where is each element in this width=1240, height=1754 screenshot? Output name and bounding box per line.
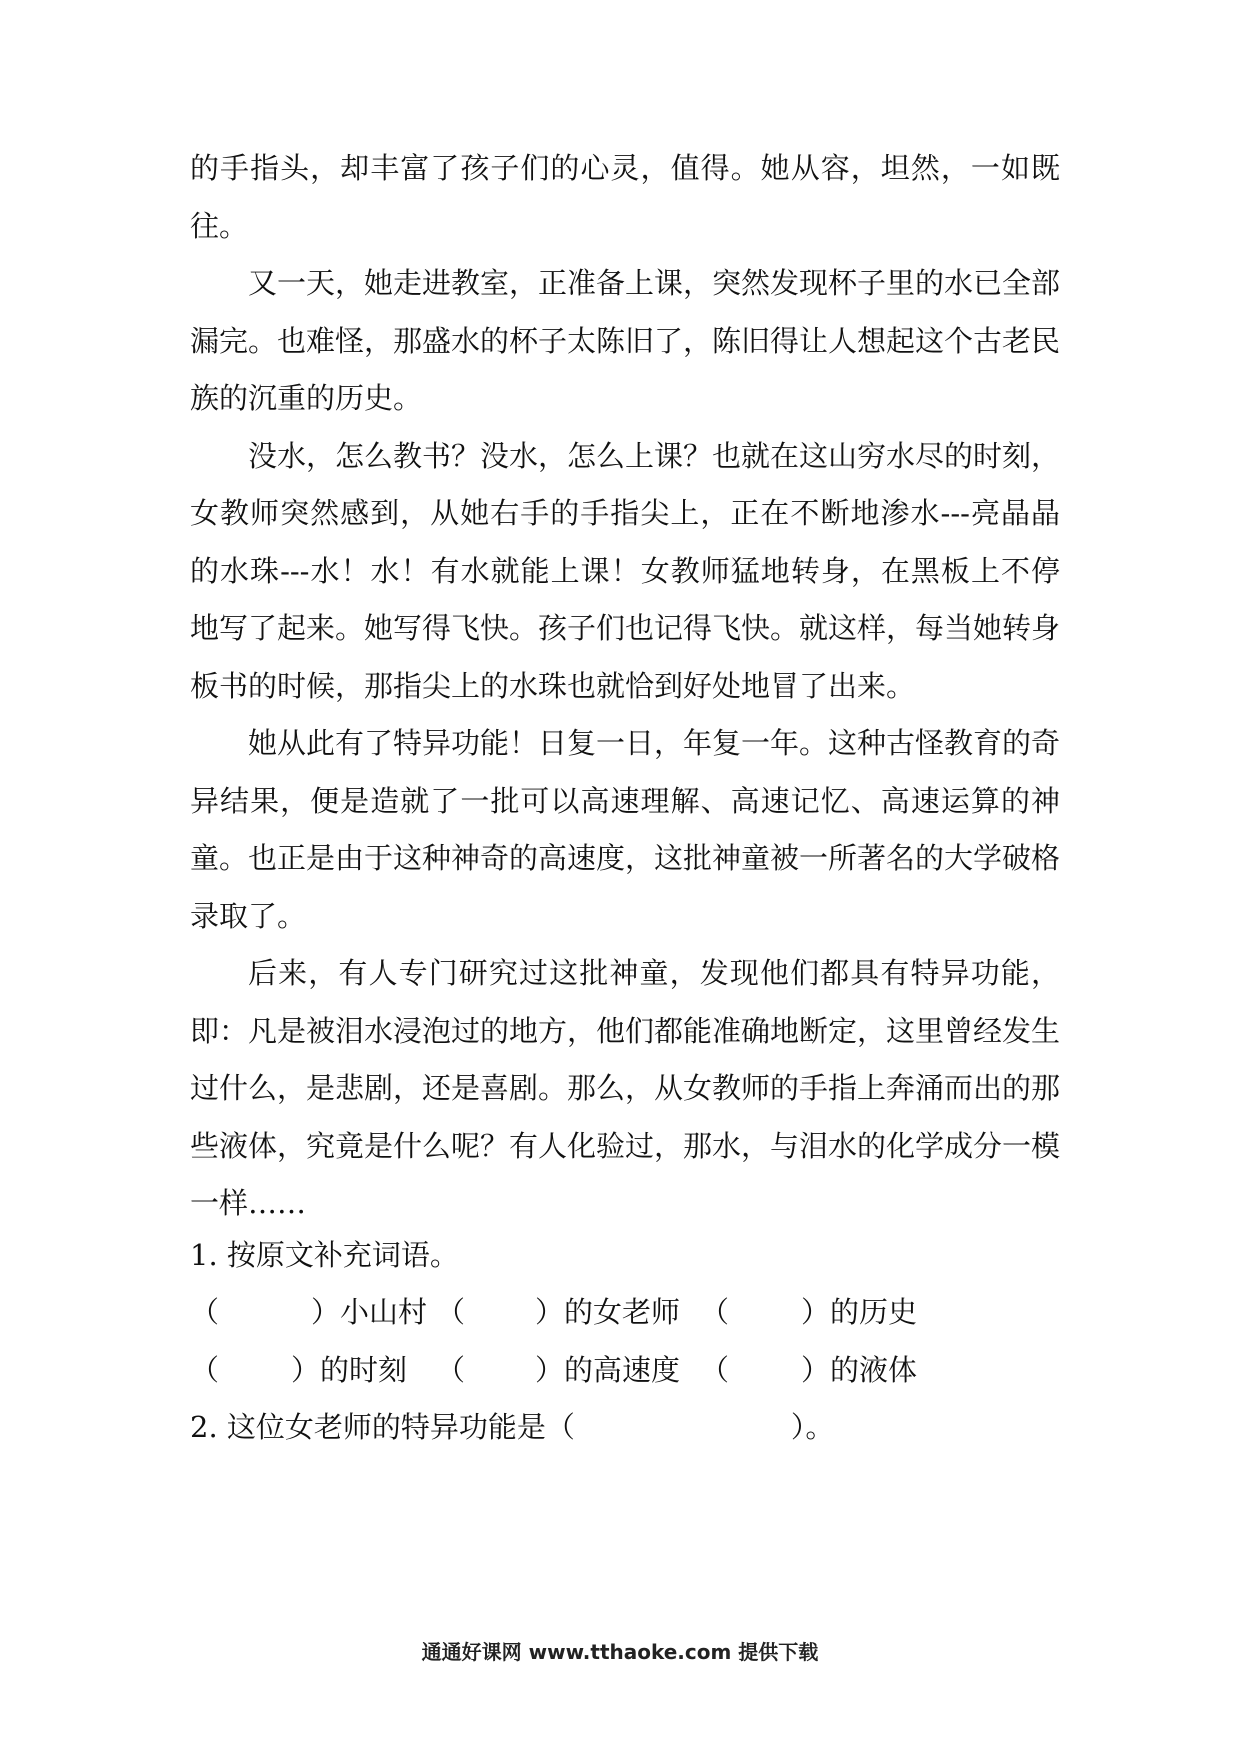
open-paren: （ <box>190 1353 220 1387</box>
close-paren: ） <box>311 1295 341 1329</box>
paragraph: 的手指头，却丰富了孩子们的心灵，值得。她从容，坦然，一如既往。 <box>190 151 1060 243</box>
fill-blank-word: 的历史 <box>830 1295 918 1329</box>
footer-watermark: 通通好课网 www.tthaoke.com 提供下载 <box>421 1640 819 1664</box>
fill-blank-item <box>700 1350 917 1390</box>
fill-blank-word: 小山村 <box>340 1295 428 1329</box>
open-paren: （ <box>436 1295 466 1329</box>
paragraph: 没水，怎么教书？没水，怎么上课？也就在这山穷水尽的时刻，女教师突然感到，从她右手的手指尖上，正在不断地渗水---亮晶晶的水珠---水！水！有水就能上课！女教师猛地转身，在黑板上不停地写了起来。她写得飞快。孩子们也记得飞快。就这样，每当她转身板书的时候，那指尖上的水珠也就恰到好处地冒了出来。 <box>190 438 1061 703</box>
fill-blank-word: 的时刻 <box>320 1353 408 1387</box>
question-2-close: ）。 <box>790 1410 835 1444</box>
fill-blank-word: 的高速度 <box>564 1353 681 1387</box>
fill-blank-word: 的液体 <box>830 1353 918 1387</box>
close-paren: ） <box>291 1353 321 1387</box>
fill-blank-item <box>190 1350 407 1390</box>
fill-blank-item <box>190 1292 427 1332</box>
fill-blank-row <box>190 1350 1070 1390</box>
open-paren: （ <box>700 1295 730 1329</box>
close-paren: ） <box>535 1295 565 1329</box>
open-paren: （ <box>436 1353 466 1387</box>
paragraph: 又一天，她走进教室，正准备上课，突然发现杯子里的水已全部漏完。也难怪，那盛水的杯子太陈旧了，陈旧得让人想起这个古老民族的沉重的历史。 <box>190 266 1061 415</box>
fill-blank-item <box>436 1350 680 1390</box>
close-paren: ） <box>801 1295 831 1329</box>
question-2 <box>190 1407 834 1447</box>
paragraph: 后来，有人专门研究过这批神童，发现他们都具有特异功能，即：凡是被泪水浸泡过的地方，他们都能准确地断定，这里曾经发生过什么，是悲剧，还是喜剧。那么，从女教师的手指上奔涌而出的那些液体，究竟是什么呢？有人化验过，那水，与泪水的化学成分一模一样…… <box>190 956 1061 1220</box>
close-paren: ） <box>535 1353 565 1387</box>
question-2-prompt: 2. 这位女老师的特异功能是（ <box>190 1410 575 1444</box>
open-paren: （ <box>190 1295 220 1329</box>
fill-blank-item <box>436 1292 680 1332</box>
fill-blank-row <box>190 1292 1070 1332</box>
close-paren: ） <box>801 1353 831 1387</box>
paragraph: 她从此有了特异功能！日复一日，年复一年。这种古怪教育的奇异结果，便是造就了一批可以高速理解、高速记忆、高速运算的神童。也正是由于这种神奇的高速度，这批神童被一所著名的大学破格录取了。 <box>190 726 1061 933</box>
passage <box>190 140 1060 1233</box>
fill-blank-word: 的女老师 <box>564 1295 681 1329</box>
open-paren: （ <box>700 1353 730 1387</box>
fill-blank-item <box>700 1292 917 1332</box>
question-1-prompt: 1. 按原文补充词语。 <box>190 1238 459 1272</box>
